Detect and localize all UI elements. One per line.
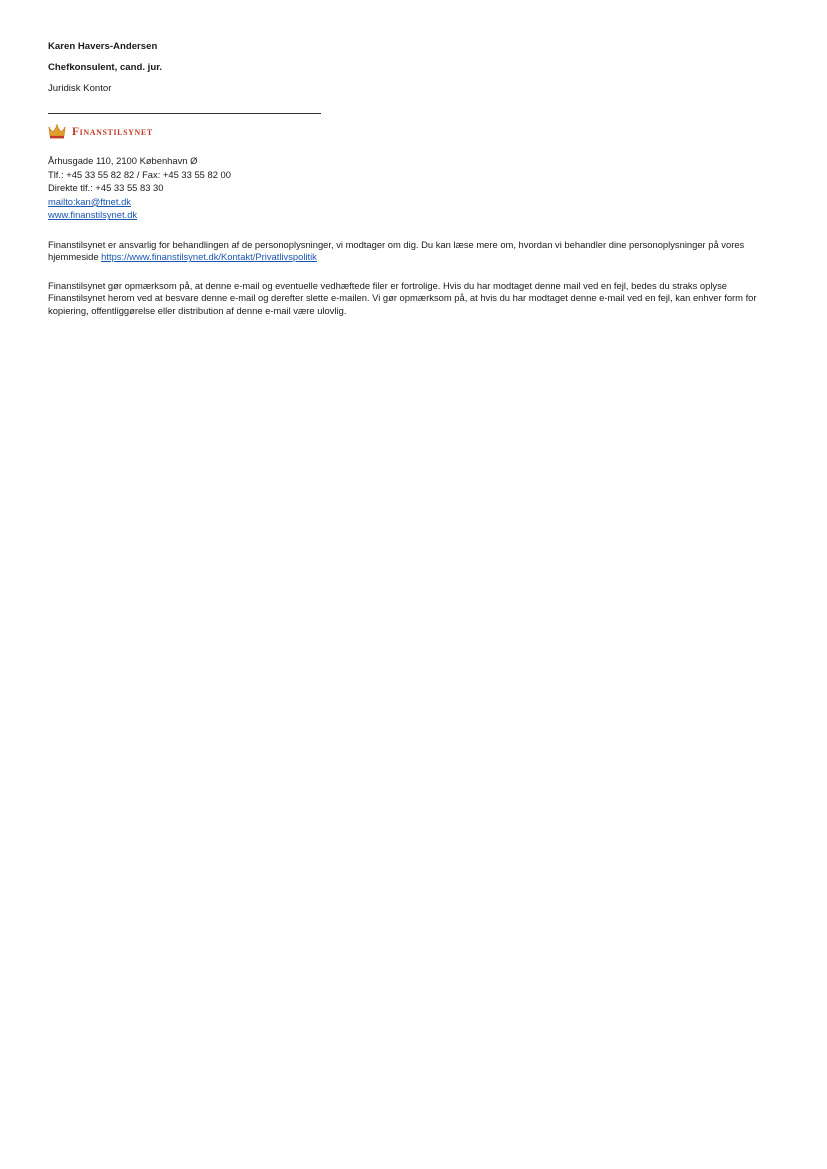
email-link[interactable]: mailto:kan@ftnet.dk bbox=[48, 195, 131, 207]
signature-name: Karen Havers-Andersen bbox=[48, 41, 158, 52]
logo-wordmark: Finanstilsynet bbox=[72, 126, 153, 138]
privacy-text: Finanstilsynet er ansvarlig for behandlingen af de personoplysninger, vi modtager om dig. Du kan læse mere om, hvordan vi behandler dine personoplysninger på vores hjemmeside bbox=[48, 239, 745, 263]
contact-block bbox=[48, 154, 231, 222]
signature-department: Juridisk Kontor bbox=[48, 83, 112, 94]
signature-title: Chefkonsulent, cand. jur. bbox=[48, 62, 163, 73]
privacy-paragraph bbox=[48, 239, 778, 264]
finanstilsynet-logo bbox=[48, 122, 153, 142]
website-link[interactable]: www.finanstilsynet.dk bbox=[48, 209, 138, 221]
crown-icon bbox=[48, 123, 66, 141]
confidentiality-paragraph: Finanstilsynet gør opmærksom på, at denne e-mail og eventuelle vedhæftede filer er fortrolige. Hvis du har modtaget denne mail ved en fejl, bedes du straks oplyse Finanstilsynet herom ved at besvare denne e-mail og derefter slette e-mailen. Vi gør opmærksom på, at hvis du har modtaget denne e-mail ved en fejl, kan enhver form for kopiering, offentliggørelse eller distribution af denne e-mail være ulovlig. bbox=[48, 280, 757, 316]
address-line: Århusgade 110, 2100 København Ø bbox=[48, 155, 198, 166]
direct-phone-line: Direkte tlf.: +45 33 55 83 30 bbox=[48, 182, 164, 194]
privacy-policy-link[interactable]: https://www.finanstilsynet.dk/Kontakt/Privatlivspolitik bbox=[101, 251, 317, 263]
phone-fax-line: Tlf.: +45 33 55 82 82 / Fax: +45 33 55 82 00 bbox=[48, 168, 231, 180]
signature-divider bbox=[48, 113, 321, 114]
